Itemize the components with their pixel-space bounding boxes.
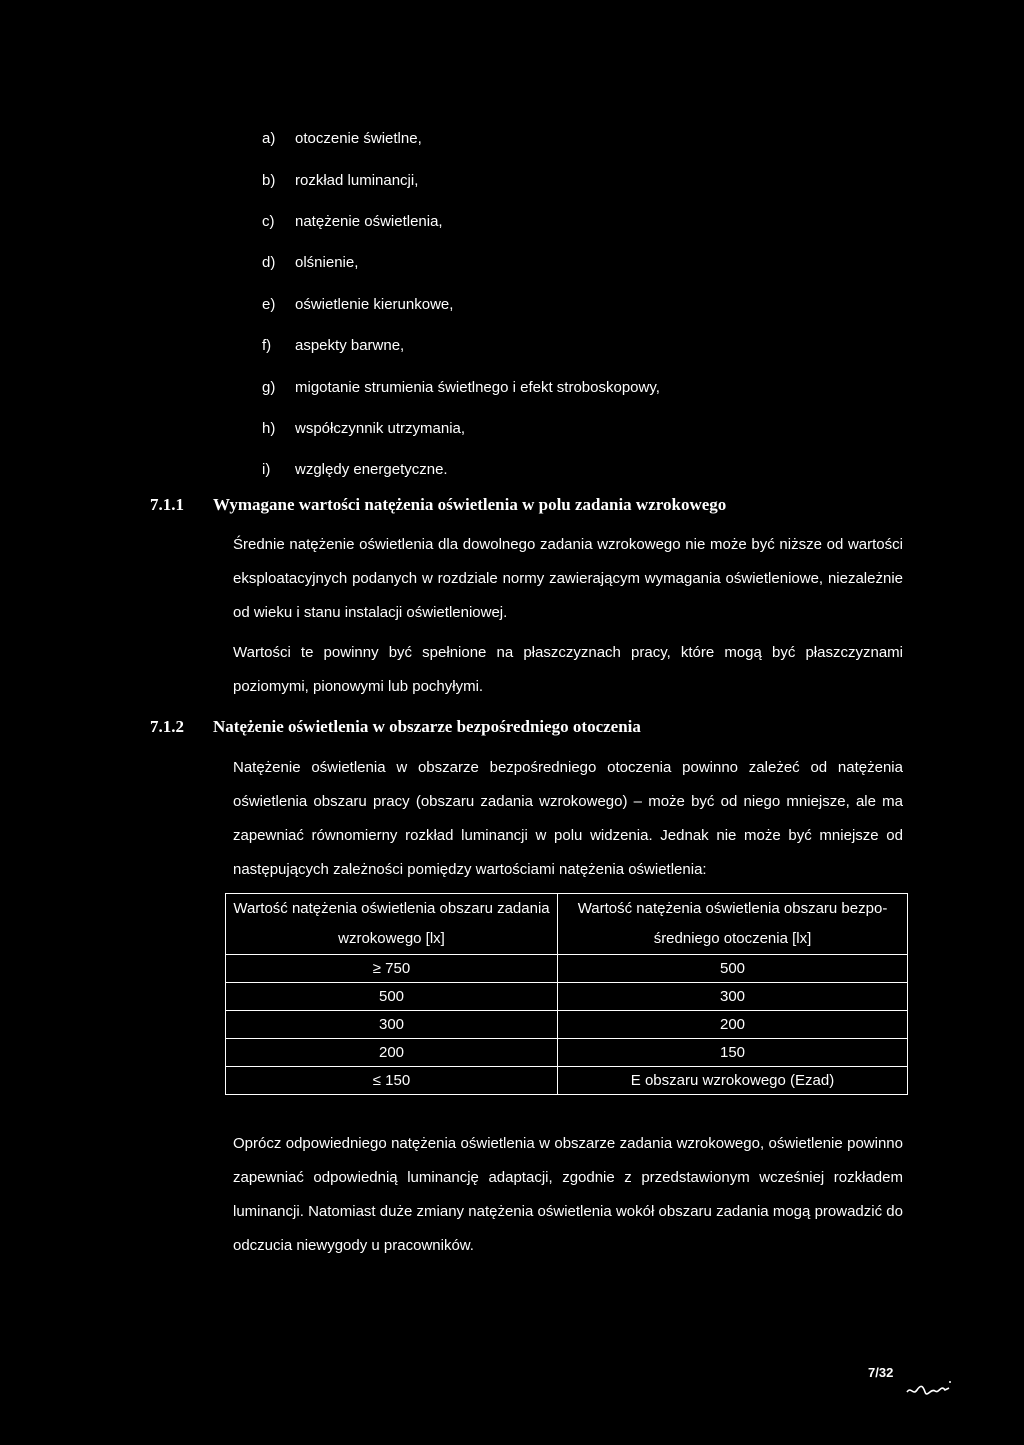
table-cell: ≥ 750 [226, 955, 558, 983]
list-item-label: f) [262, 337, 272, 355]
list-item-text: migotanie strumienia świetlnego i efekt stroboskopowy, [295, 378, 660, 396]
section-heading-7-1-1 [150, 495, 726, 515]
paragraph: Wartości te powinny być spełnione na płaszczyznach pracy, które mogą być płaszczyznami poziomymi, pionowymi lub pochyłymi. [233, 644, 903, 695]
table-row [226, 1039, 908, 1067]
section-number: 7.1.2 [150, 717, 184, 736]
table-row [226, 1011, 908, 1039]
section-number: 7.1.1 [150, 495, 184, 514]
list-item [262, 159, 660, 200]
table-cell: 500 [558, 955, 908, 983]
table-cell: 200 [226, 1039, 558, 1067]
list-item-text: rozkład luminancji, [295, 171, 419, 189]
list-item [262, 366, 660, 407]
list-item-text: oświetlenie kierunkowe, [295, 295, 454, 313]
table-row [226, 1067, 908, 1095]
table-cell: E obszaru wzrokowego (Ezad) [558, 1067, 908, 1095]
list-item [262, 242, 660, 283]
list-item [262, 408, 660, 449]
aspects-list [262, 118, 660, 491]
list-item-text: współczynnik utrzymania, [295, 419, 466, 437]
list-item-label: e) [262, 295, 276, 313]
list-item [262, 201, 660, 242]
section-heading-7-1-2 [150, 717, 641, 737]
list-item [262, 284, 660, 325]
list-item-text: otoczenie świetlne, [295, 130, 422, 148]
list-item [262, 325, 660, 366]
table-row [226, 983, 908, 1011]
list-item-label: a) [262, 130, 276, 148]
paragraph: Średnie natężenie oświetlenia dla dowolnego zadania wzrokowego nie może być niższe od wartości eksploatacyjnych podanych w rozdziale normy zawierającym wymagania oświetleniowe, niezależnie od wieku i stanu instalacji oświetleniowej. [233, 536, 903, 621]
section-title: Natężenie oświetlenia w obszarze bezpośredniego otoczenia [213, 717, 641, 736]
list-item-text: natężenie oświetlenia, [295, 212, 443, 230]
list-item-label: i) [262, 461, 271, 479]
table-cell: 150 [558, 1039, 908, 1067]
paragraph: Natężenie oświetlenia w obszarze bezpośredniego otoczenia powinno zależeć od natężenia oświetlenia obszaru pracy (obszaru zadania wzrokowego) – może być od niego mniejsze, ale ma zapewniać równomierny rozkład luminancji w polu widzenia. Jednak nie może być mniejsze od następujących zależności pomiędzy wartościami natężenia oświetlenia: [233, 759, 903, 878]
section-title: Wymagane wartości natężenia oświetlenia w polu zadania wzrokowego [213, 495, 727, 514]
table-header-cell: Wartość natężenia oświetlenia obszaru bezpośredniego otoczenia [lx] [558, 894, 908, 955]
page-number: 7/32 [868, 1365, 894, 1380]
table-cell: 200 [558, 1011, 908, 1039]
list-item-text: względy energetyczne. [295, 461, 448, 479]
table-header-row [226, 894, 908, 955]
paragraph: Oprócz odpowiedniego natężenia oświetlenia w obszarze zadania wzrokowego, oświetlenie powinno zapewniać odpowiednią luminancję adaptacji, zgodnie z przedstawionym wcześniej rozkładem luminancji. Natomiast duże zmiany natężenia oświetlenia wokół obszaru zadania mogą prowadzić do odczucia niewygody u pracowników. [233, 1135, 903, 1254]
signature-mark-icon [905, 1378, 953, 1400]
table-cell: 300 [226, 1011, 558, 1039]
list-item-label: d) [262, 254, 276, 272]
table-cell: 500 [226, 983, 558, 1011]
table-row [226, 955, 908, 983]
list-item-label: c) [262, 212, 275, 230]
list-item-text: aspekty barwne, [295, 337, 405, 355]
list-item [262, 449, 660, 490]
list-item-label: h) [262, 419, 276, 437]
list-item-label: b) [262, 171, 276, 189]
list-item-label: g) [262, 378, 276, 396]
table-header-cell: Wartość natężenia oświetlenia obszaru zadania wzrokowego [lx] [226, 894, 558, 955]
illuminance-table [225, 893, 908, 1095]
table-cell: ≤ 150 [226, 1067, 558, 1095]
list-item [262, 118, 660, 159]
table-cell: 300 [558, 983, 908, 1011]
list-item-text: olśnienie, [295, 254, 359, 272]
